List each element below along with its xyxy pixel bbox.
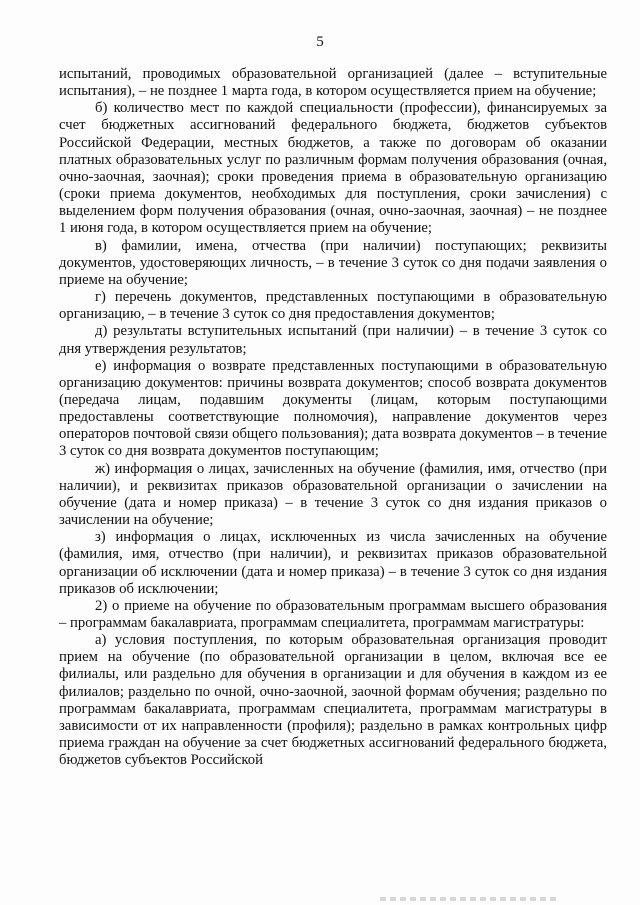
paragraph-continuation: испытаний, проводимых образовательной организацией (далее – вступительные испытания), – не позднее 1 марта года, в котором осуществляется прием на обучение;: [59, 66, 607, 100]
scan-edge-mark: [380, 897, 560, 901]
page-number: 5: [316, 34, 324, 50]
paragraph-item-z: з) информация о лицах, исключенных из числа зачисленных на обучение (фамилия, имя, отчество (при наличии), и реквизитах приказов образовательной организации об исключении (дата и номер приказа) – в течение 3 суток со дня издания приказов об исключении;: [59, 529, 607, 597]
paragraph-item-d: д) результаты вступительных испытаний (при наличии) – в течение 3 суток со дня утверждения результатов;: [59, 323, 607, 357]
paragraph-item-b: б) количество мест по каждой специальности (профессии), финансируемых за счет бюджетных ассигнований федерального бюджета, бюджетов субъектов Российской Федерации, местных бюджетов, а также по договорам об оказании платных образовательных услуг по различным формам получения образования (очная, очно-заочная, заочная); сроки проведения приема в образовательную организацию (сроки приема документов, необходимых для поступления, сроки зачисления) с выделением форм получения образования (очная, очно-заочная, заочная) – не позднее 1 июня года, в котором осуществляется прием на обучение;: [59, 100, 607, 237]
paragraph-item-a: а) условия поступления, по которым образовательная организация проводит прием на обучение (по образовательной организации в целом, включая все ее филиалы, или раздельно для обучения в организации и для обучения в каждом из ее филиалов; раздельно по очной, очно-заочной, заочной формам обучения; раздельно по программам бакалавриата, программам специалитета, программам магистратуры в зависимости от их направленности (профиля); раздельно в рамках контрольных цифр приема граждан на обучение за счет бюджетных ассигнований федерального бюджета, бюджетов субъектов Российской: [59, 632, 607, 769]
paragraph-item-v: в) фамилии, имена, отчества (при наличии) поступающих; реквизиты документов, удостоверяющих личность, – в течение 3 суток со дня подачи заявления о приеме на обучение;: [59, 237, 607, 288]
paragraph-item-g: г) перечень документов, представленных поступающими в образовательную организацию, – в течение 3 суток со дня предоставления документов;: [59, 289, 607, 323]
paragraph-section-2: 2) о приеме на обучение по образовательным программам высшего образования – программам бакалавриата, программам специалитета, программам магистратуры:: [59, 597, 607, 631]
document-body: [59, 66, 607, 769]
paragraph-item-e: е) информация о возврате представленных поступающими в образовательную организацию документов: причины возврата документов; способ возврата документов (передача лицам, подавшим документы (лицам, которым поступающими предоставлены соответствующие полномочия), направление документов через операторов почтовой связи общего пользования); дата возврата документов – в течение 3 суток со дня возврата документов поступающим;: [59, 357, 607, 460]
paragraph-item-zh: ж) информация о лицах, зачисленных на обучение (фамилия, имя, отчество (при наличии), и реквизитах приказов образовательной организации о зачислении на обучение (дата и номер приказа) – в течение 3 суток со дня издания приказов о зачислении на обучение;: [59, 460, 607, 529]
